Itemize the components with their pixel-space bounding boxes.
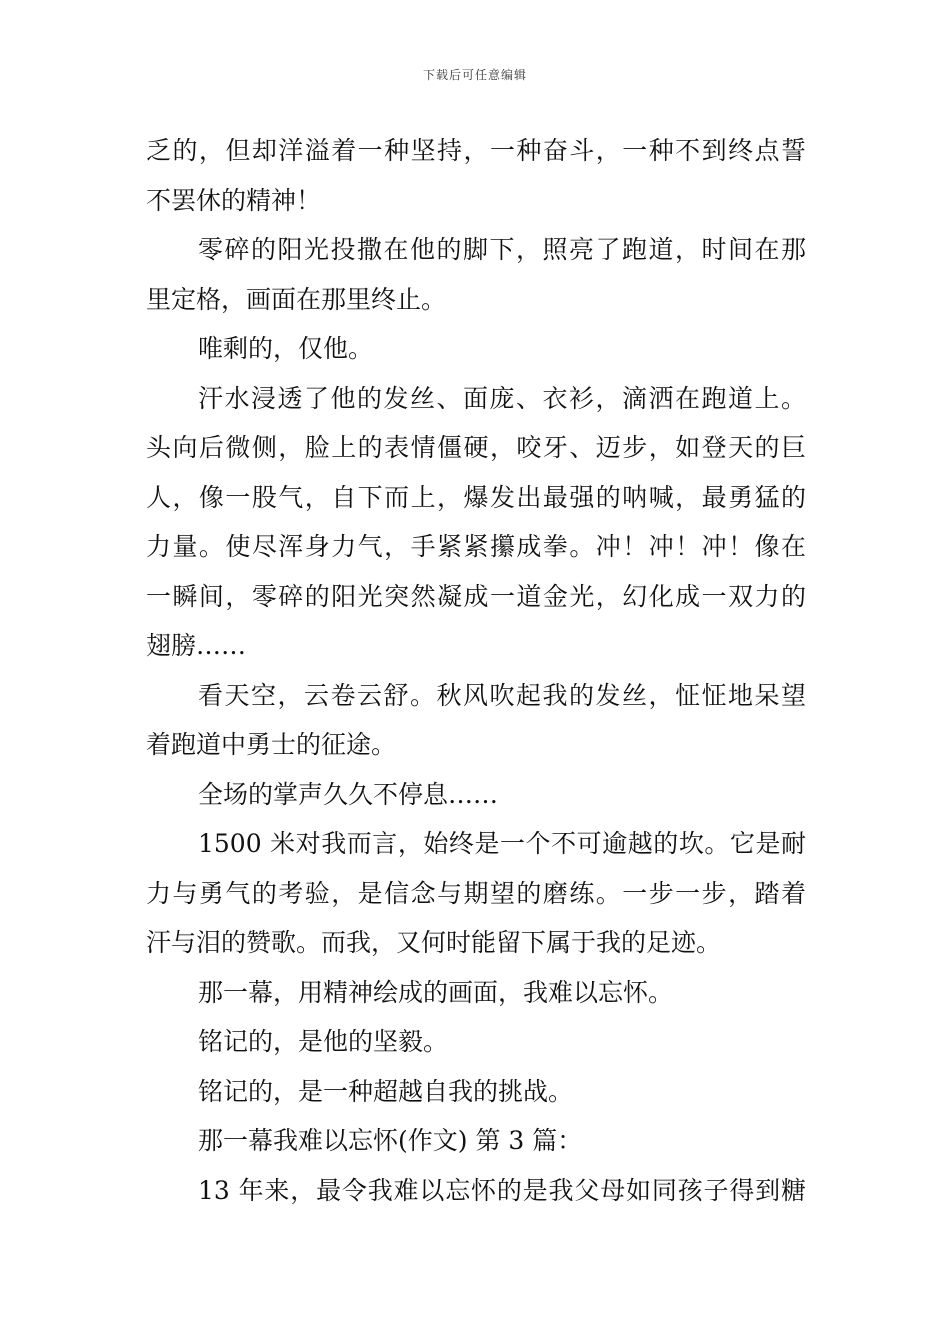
text-line: 人，像一股气，自下而上，爆发出最强的呐喊，最勇猛的 (146, 482, 806, 512)
text-line: 着跑道中勇士的征途。 (146, 730, 397, 759)
text-line: 力量。使尽浑身力气，手紧紧攥成拳。冲！冲！冲！像在 (146, 532, 806, 561)
text-line: 13 年来，最令我难以忘怀的是我父母如同孩子得到糖 (198, 1175, 806, 1205)
text-line: 全场的掌声久久不停息…… (198, 779, 499, 809)
text-line: 铭记的，是一种超越自我的挑战。 (198, 1076, 574, 1106)
text-line: 翅膀…… (146, 631, 247, 660)
text-line: 头向后微侧，脸上的表情僵硬，咬牙、迈步，如登天的巨 (146, 433, 806, 462)
text-line: 唯剩的，仅他。 (198, 334, 374, 363)
page-header: 下载后可任意编辑 (422, 68, 527, 82)
text-line: 零碎的阳光投撒在他的脚下，照亮了跑道，时间在那 (198, 235, 806, 264)
text-line: 那一幕我难以忘怀(作文) 第 3 篇： (198, 1126, 583, 1155)
text-line: 铭记的，是他的坚毅。 (198, 1027, 449, 1056)
text-line: 力与勇气的考验，是信念与期望的磨练。一步一步，踏着 (146, 878, 806, 908)
text-line: 一瞬间，零碎的阳光突然凝成一道金光，幻化成一双力的 (146, 581, 806, 611)
document-body (146, 126, 806, 1215)
text-line: 1500 米对我而言，始终是一个不可逾越的坎。它是耐 (198, 829, 806, 858)
text-line: 那一幕，用精神绘成的画面，我难以忘怀。 (198, 977, 674, 1007)
text-line: 汗与泪的赞歌。而我，又何时能留下属于我的足迹。 (146, 928, 722, 957)
text-line: 乏的，但却洋溢着一种坚持，一种奋斗，一种不到终点誓 (146, 136, 806, 165)
text-line: 不罢休的精神！ (146, 185, 322, 215)
text-line: 汗水浸透了他的发丝、面庞、衣衫，滴洒在跑道上。 (198, 383, 806, 413)
text-line: 里定格，画面在那里终止。 (146, 284, 447, 314)
text-line: 看天空，云卷云舒。秋风吹起我的发丝，怔怔地呆望 (198, 680, 806, 710)
